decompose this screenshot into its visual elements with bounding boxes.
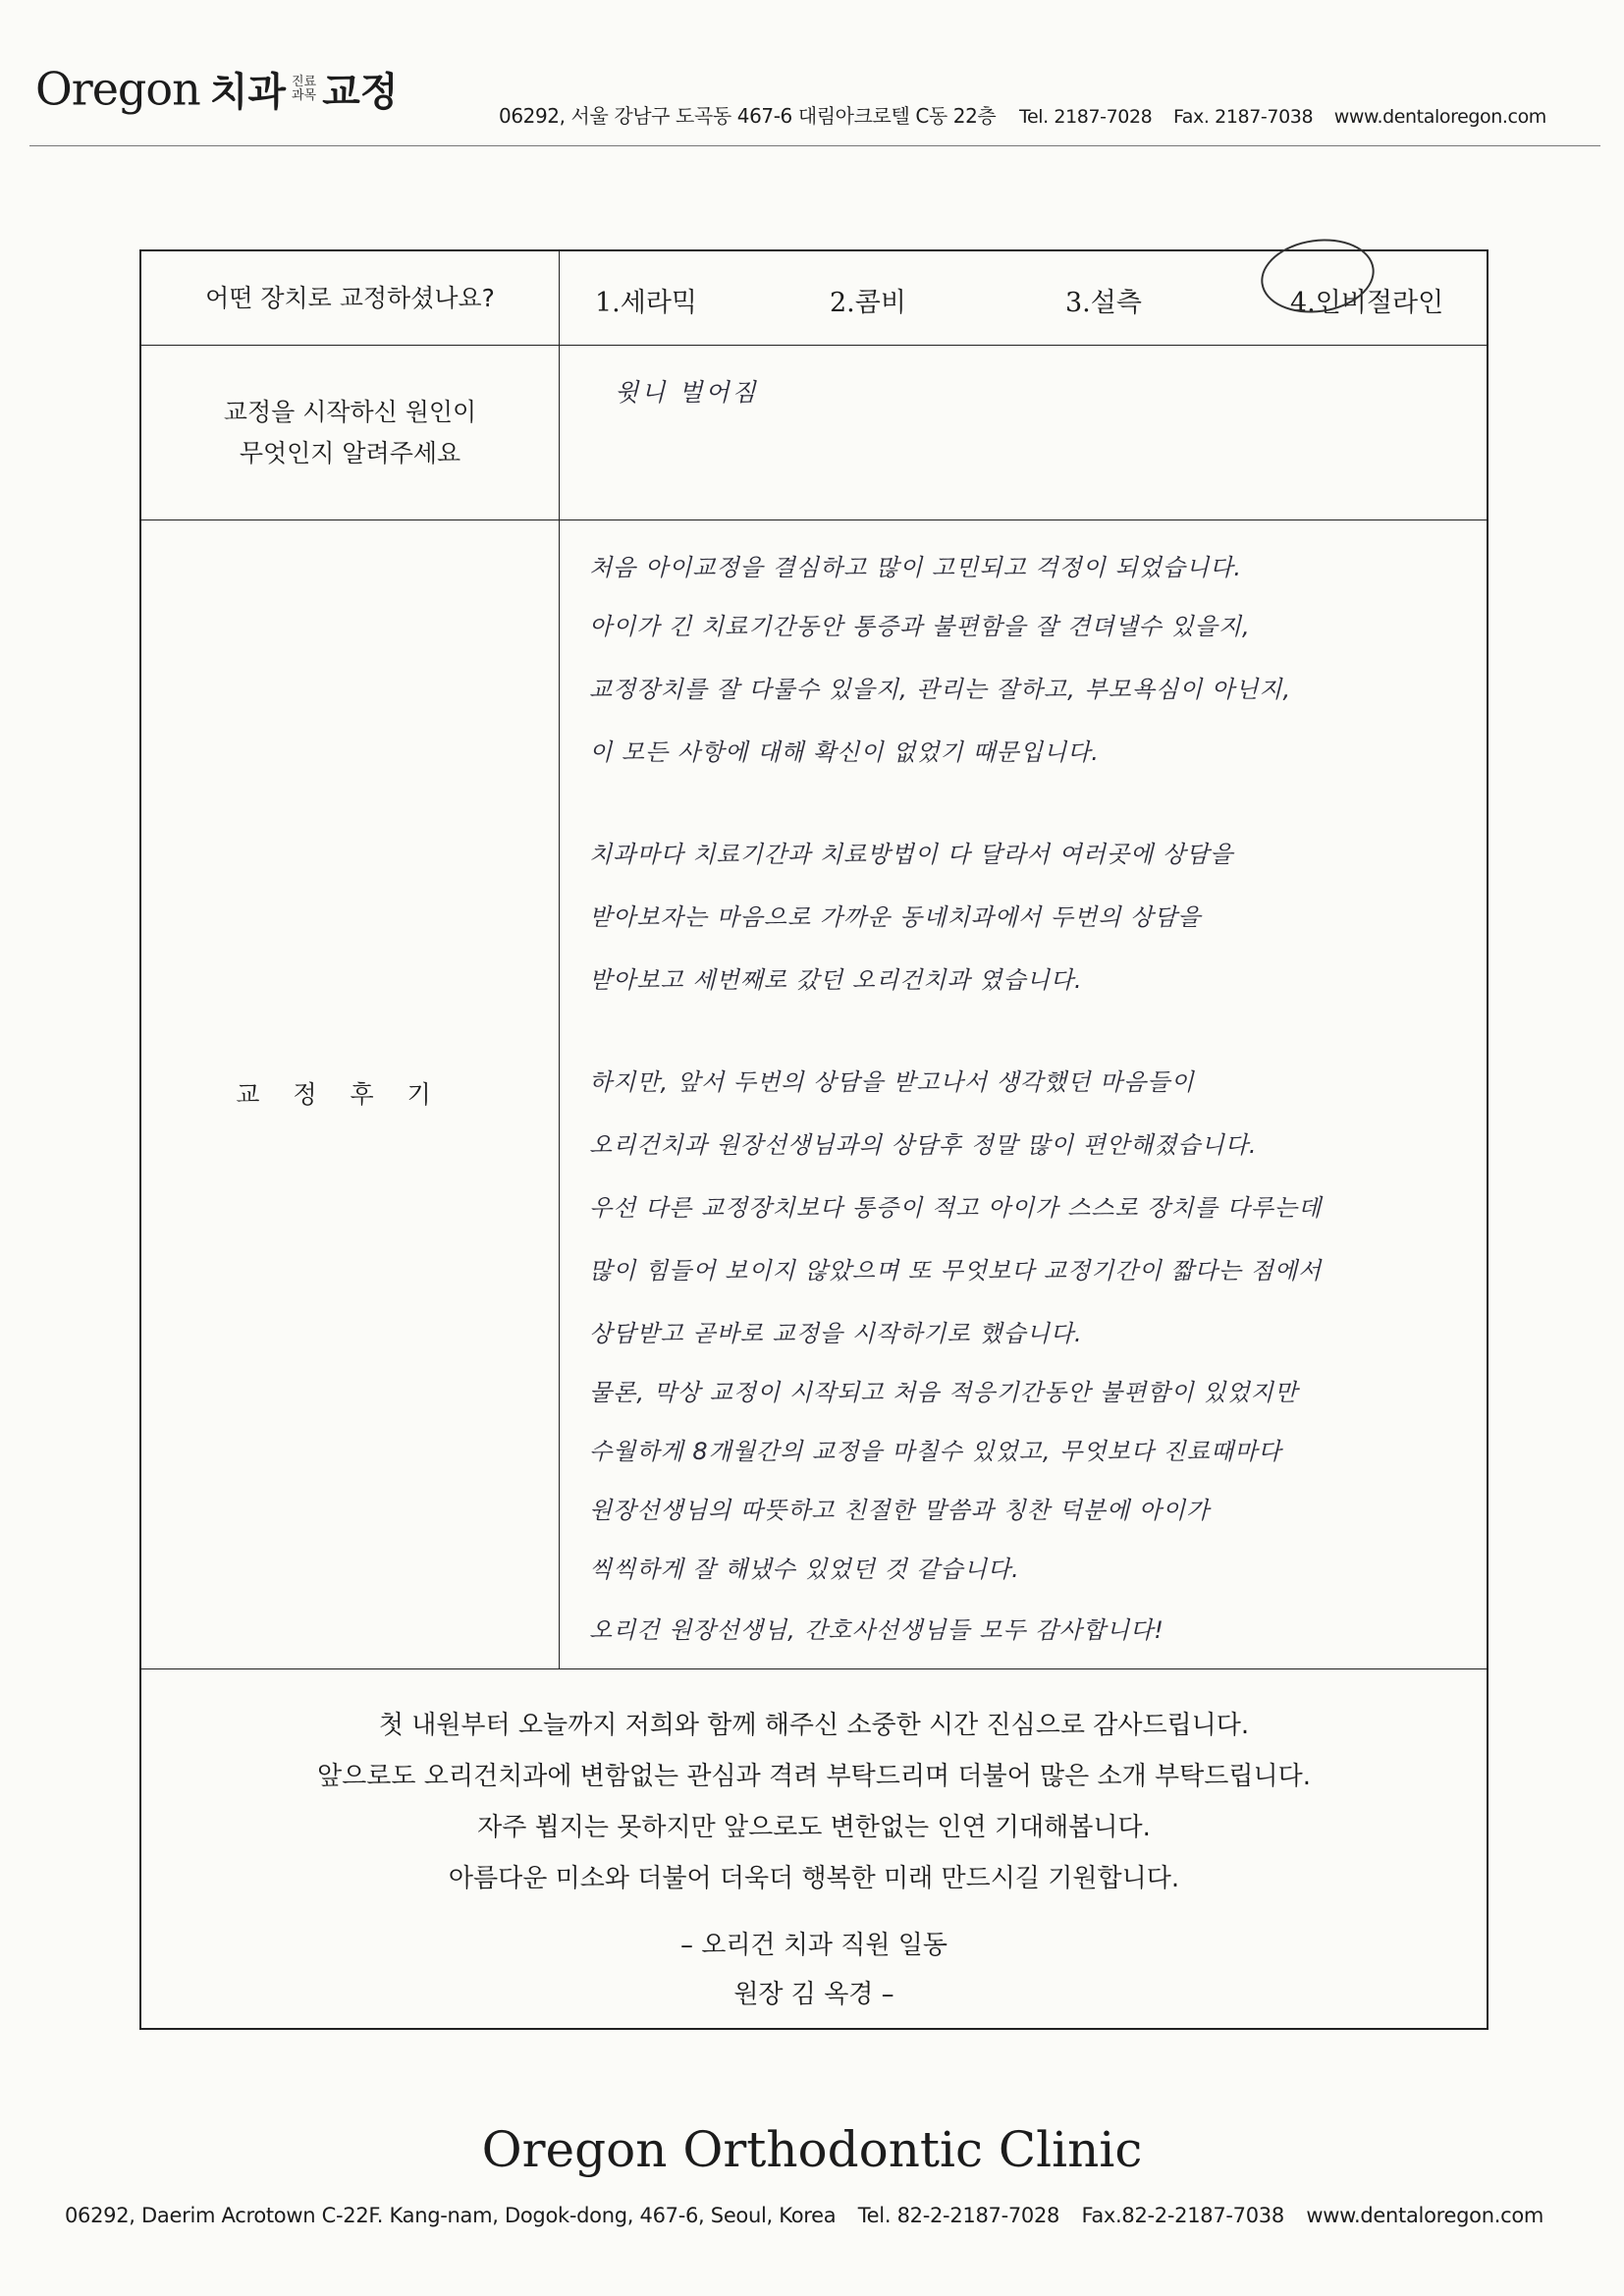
footer-address: 06292, Daerim Acrotown C-22F. Kang-nam, Dogok-dong, 467-6, Seoul, Korea <box>65 2204 837 2227</box>
reason-label-line2: 무엇인지 알려주세요 <box>239 438 461 467</box>
closing-line: 아름다운 미소와 더불어 더욱더 행복한 미래 만드시길 기원합니다. <box>448 1864 1180 1893</box>
brand-name: Oregon <box>35 62 200 116</box>
review-line: 받아보고 세번째로 갔던 오리건치과 였습니다. <box>589 966 1083 994</box>
review-text-area <box>560 520 1487 1668</box>
review-line: 씩씩하게 잘 해냈수 있었던 것 같습니다. <box>589 1556 1020 1583</box>
option-combi: 2.콤비 <box>830 288 906 318</box>
brand-subtitle <box>292 76 316 103</box>
review-line: 치과마다 치료기간과 치료방법이 다 달라서 여러곳에 상담을 <box>589 841 1234 868</box>
reason-label-line1: 교정을 시작하신 원인이 <box>223 397 477 426</box>
closing-signature-director: 원장 김 옥경 – <box>733 1980 894 2009</box>
review-line: 오리건치과 원장선생님과의 상담후 정말 많이 편안해졌습니다. <box>589 1131 1258 1159</box>
review-line: 오리건 원장선생님, 간호사선생님들 모두 감사합니다! <box>589 1616 1164 1644</box>
review-line: 많이 힘들어 보이지 않았으며 또 무엇보다 교정기간이 짧다는 점에서 <box>589 1257 1323 1285</box>
closing-line: 첫 내원부터 오늘까지 저희와 함께 해주신 소중한 시간 진심으로 감사드립니다. <box>378 1711 1250 1740</box>
header-rule <box>29 145 1600 146</box>
review-line: 상담받고 곧바로 교정을 시작하기로 했습니다. <box>589 1320 1083 1347</box>
review-form <box>139 249 1489 2030</box>
reason-answer: 윗니 벌어짐 <box>615 378 759 407</box>
review-line: 받아보자는 마음으로 가까운 동네치과에서 두번의 상담을 <box>589 903 1202 931</box>
brand-subtitle-bottom: 과목 <box>291 87 317 103</box>
review-line: 아이가 긴 치료기간동안 통증과 불편함을 잘 견뎌낼수 있을지, <box>589 613 1251 640</box>
header-website: www.dentaloregon.com <box>1333 106 1546 128</box>
review-row <box>141 520 1487 1669</box>
letterhead <box>35 61 1597 139</box>
device-question-text: 어떤 장치로 교정하셨나요? <box>205 283 495 312</box>
brand-korean: 치과 <box>209 69 286 115</box>
header-fax: Fax. 2187-7038 <box>1173 106 1314 128</box>
footer-fax: Fax.82-2-2187-7038 <box>1081 2204 1284 2227</box>
closing-signature-staff: – 오리건 치과 직원 일동 <box>679 1931 948 1960</box>
closing-line: 앞으로도 오리건치과에 변함없는 관심과 격려 부탁드리며 더불어 많은 소개 부탁드립니다. <box>317 1762 1311 1791</box>
footer-website: www.dentaloregon.com <box>1306 2204 1544 2227</box>
reason-label <box>141 346 560 519</box>
review-line: 수월하게 8개월간의 교정을 마칠수 있었고, 무엇보다 진료때마다 <box>589 1438 1282 1465</box>
clinic-logo <box>35 61 398 117</box>
review-line: 이 모든 사항에 대해 확신이 없었기 때문입니다. <box>589 738 1100 766</box>
footer-tel: Tel. 82-2-2187-7028 <box>857 2204 1060 2227</box>
brand-subtitle-top: 진료 <box>291 74 317 89</box>
review-line: 교정장치를 잘 다룰수 있을지, 관리는 잘하고, 부모욕심이 아닌지, <box>589 676 1292 703</box>
review-label <box>141 520 560 1668</box>
footer-contact <box>65 2204 1559 2227</box>
header-address: 06292, 서울 강남구 도곡동 467-6 대림아크로텔 C동 22층 <box>499 104 997 128</box>
review-label-text: 교정후기 <box>236 1079 464 1109</box>
review-line: 하지만, 앞서 두번의 상담을 받고나서 생각했던 마음들이 <box>589 1068 1195 1096</box>
header-tel: Tel. 2187-7028 <box>1018 106 1153 128</box>
option-ceramic: 1.세라믹 <box>595 288 698 318</box>
closing-line: 자주 뵙지는 못하지만 앞으로도 변한없는 인연 기대해봅니다. <box>477 1813 1151 1842</box>
device-question-label <box>141 251 560 345</box>
reason-answer-area <box>560 346 1487 519</box>
review-line: 물론, 막상 교정이 시작되고 처음 적응기간동안 불편함이 있었지만 <box>589 1379 1298 1406</box>
reason-row <box>141 346 1487 520</box>
footer-clinic-name: Oregon Orthodontic Clinic <box>481 2121 1143 2178</box>
header-contact <box>499 100 1562 129</box>
review-line: 처음 아이교정을 결심하고 많이 고민되고 걱정이 되었습니다. <box>589 554 1243 581</box>
option-lingual: 3.설측 <box>1065 288 1142 318</box>
closing-message <box>141 1669 1487 2032</box>
review-line: 원장선생님의 따뜻하고 친절한 말씀과 칭찬 덕분에 아이가 <box>589 1497 1211 1524</box>
brand-specialty: 교정 <box>322 69 399 115</box>
option-invisalign: 4.인비절라인 <box>1290 288 1444 318</box>
review-line: 우선 다른 교정장치보다 통증이 적고 아이가 스스로 장치를 다루는데 <box>589 1194 1323 1222</box>
